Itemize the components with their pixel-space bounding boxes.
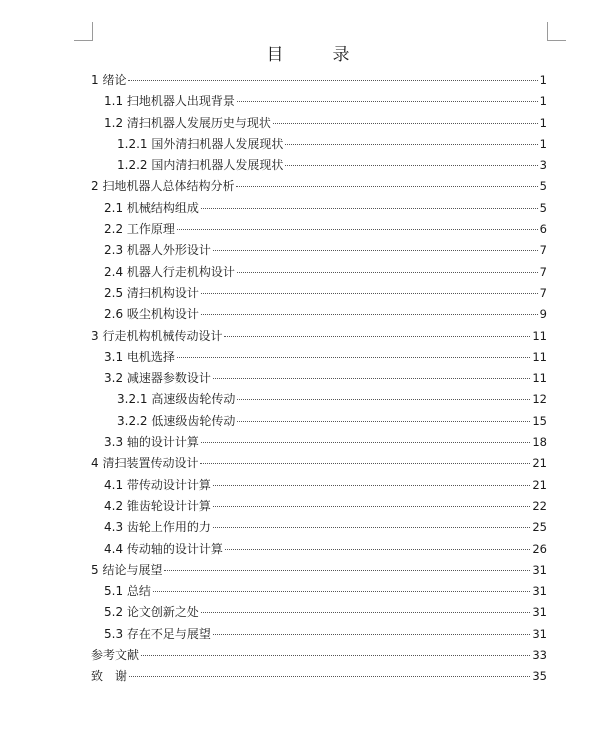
dot-leader	[201, 612, 530, 613]
toc-entry-page-number: 18	[532, 435, 547, 450]
toc-entry-label: 2.2 工作原理	[104, 222, 175, 237]
toc-entry-page-number: 9	[539, 307, 547, 322]
dot-leader	[213, 527, 530, 528]
dot-leader	[285, 144, 537, 145]
dot-leader	[213, 378, 530, 379]
toc-entry-label: 4.1 带传动设计计算	[104, 477, 211, 492]
table-of-contents	[91, 70, 547, 688]
toc-entry-label: 2.4 机器人行走机构设计	[104, 264, 235, 279]
toc-entry[interactable]	[91, 517, 547, 538]
toc-entry[interactable]	[91, 368, 547, 389]
toc-entry-page-number: 26	[532, 541, 547, 556]
toc-entry[interactable]	[91, 666, 547, 687]
toc-entry-page-number: 1	[539, 73, 547, 87]
toc-entry[interactable]	[91, 581, 547, 602]
dot-leader	[201, 208, 538, 209]
toc-entry-page-number: 11	[532, 328, 547, 343]
toc-entry-page-number: 15	[532, 413, 547, 428]
dot-leader	[201, 314, 538, 315]
toc-entry-label: 2.3 机器人外形设计	[104, 243, 211, 258]
dot-leader	[236, 186, 537, 187]
dot-leader	[201, 293, 538, 294]
toc-entry-label: 3.2.1 高速级齿轮传动	[117, 392, 236, 407]
toc-entry[interactable]	[91, 70, 547, 91]
dot-leader	[177, 229, 538, 230]
toc-entry[interactable]	[91, 326, 547, 347]
dot-leader	[141, 655, 530, 656]
toc-entry[interactable]	[91, 453, 547, 474]
toc-entry-page-number: 21	[532, 477, 547, 492]
toc-entry-label: 1.2.1 国外清扫机器人发展现状	[117, 136, 284, 151]
page-corner-mark-top-left	[74, 22, 93, 41]
toc-entry-label: 3 行走机构机械传动设计	[91, 328, 223, 343]
toc-entry-label: 1.1 扫地机器人出现背景	[104, 94, 235, 109]
toc-entry-page-number: 31	[532, 605, 547, 620]
toc-entry-label: 4 清扫装置传动设计	[91, 456, 199, 471]
toc-entry[interactable]	[91, 134, 547, 155]
toc-entry-label: 1.2 清扫机器人发展历史与现状	[104, 115, 271, 130]
toc-entry-label: 3.2.2 低速级齿轮传动	[117, 413, 236, 428]
toc-entry[interactable]	[91, 560, 547, 581]
toc-entry-page-number: 5	[539, 200, 547, 215]
toc-entry-page-number: 6	[539, 222, 547, 237]
toc-entry-page-number: 21	[532, 456, 547, 471]
toc-entry[interactable]	[91, 155, 547, 176]
toc-entry[interactable]	[91, 219, 547, 240]
page-corner-mark-top-right	[547, 22, 566, 41]
toc-entry[interactable]	[91, 262, 547, 283]
toc-entry-label: 5.3 存在不足与展望	[104, 626, 211, 641]
toc-entry[interactable]	[91, 602, 547, 623]
toc-entry-page-number: 31	[532, 562, 547, 577]
toc-entry-page-number: 7	[539, 243, 547, 258]
toc-entry[interactable]	[91, 475, 547, 496]
toc-entry-page-number: 7	[539, 264, 547, 279]
toc-entry-label: 5.1 总结	[104, 584, 151, 599]
toc-entry-page-number: 5	[539, 179, 547, 194]
toc-entry-label: 4.2 锥齿轮设计计算	[104, 498, 211, 513]
dot-leader	[273, 123, 538, 124]
toc-entry-page-number: 31	[532, 584, 547, 599]
toc-entry-label: 3.3 轴的设计计算	[104, 435, 199, 450]
dot-leader	[213, 250, 538, 251]
toc-entry-label: 2.1 机械结构组成	[104, 200, 199, 215]
dot-leader	[164, 570, 530, 571]
toc-entry-page-number: 31	[532, 626, 547, 641]
dot-leader	[129, 676, 530, 677]
toc-entry-label: 3.1 电机选择	[104, 349, 175, 364]
toc-entry-page-number: 7	[539, 285, 547, 300]
dot-leader	[237, 272, 538, 273]
toc-entry[interactable]	[91, 389, 547, 410]
toc-entry-page-number: 35	[532, 669, 547, 684]
toc-entry-label: 3.2 减速器参数设计	[104, 371, 211, 386]
toc-entry-label: 参考文献	[91, 648, 140, 663]
toc-entry[interactable]	[91, 411, 547, 432]
dot-leader	[237, 421, 530, 422]
toc-entry-page-number: 1	[539, 115, 547, 130]
dot-leader	[225, 549, 530, 550]
dot-leader	[224, 336, 530, 337]
dot-leader	[285, 165, 537, 166]
toc-entry-label: 5 结论与展望	[91, 562, 163, 577]
dot-leader	[213, 634, 530, 635]
toc-entry[interactable]	[91, 645, 547, 666]
toc-entry[interactable]	[91, 176, 547, 197]
toc-entry[interactable]	[91, 539, 547, 560]
toc-entry-label: 2.6 吸尘机构设计	[104, 307, 199, 322]
toc-entry-page-number: 25	[532, 520, 547, 535]
toc-entry-page-number: 1	[539, 136, 547, 151]
toc-entry[interactable]	[91, 283, 547, 304]
toc-entry[interactable]	[91, 198, 547, 219]
dot-leader	[237, 101, 538, 102]
toc-entry-page-number: 22	[532, 498, 547, 513]
toc-entry-label: 4.4 传动轴的设计计算	[104, 541, 223, 556]
dot-leader	[237, 399, 530, 400]
toc-entry[interactable]	[91, 624, 547, 645]
dot-leader	[153, 591, 530, 592]
toc-entry[interactable]	[91, 304, 547, 325]
toc-title: 目 录	[266, 45, 366, 65]
toc-entry-label: 4.3 齿轮上作用的力	[104, 520, 211, 535]
toc-entry-label: 5.2 论文创新之处	[104, 605, 199, 620]
dot-leader	[128, 80, 537, 81]
toc-entry[interactable]	[91, 496, 547, 517]
dot-leader	[201, 442, 530, 443]
toc-entry-page-number: 33	[532, 648, 547, 663]
toc-entry[interactable]	[91, 240, 547, 261]
toc-entry-label: 1.2.2 国内清扫机器人发展现状	[117, 158, 284, 173]
toc-entry[interactable]	[91, 432, 547, 453]
toc-entry-label: 1 绪论	[91, 73, 127, 87]
toc-entry-label: 致 谢	[91, 669, 128, 684]
toc-entry-label: 2 扫地机器人总体结构分析	[91, 179, 235, 194]
toc-entry[interactable]	[91, 113, 547, 134]
toc-entry-page-number: 1	[539, 94, 547, 109]
toc-entry-page-number: 11	[532, 349, 547, 364]
toc-entry[interactable]	[91, 347, 547, 368]
toc-entry[interactable]	[91, 91, 547, 112]
toc-entry-page-number: 12	[532, 392, 547, 407]
toc-entry-page-number: 3	[539, 158, 547, 173]
dot-leader	[200, 463, 530, 464]
toc-entry-label: 2.5 清扫机构设计	[104, 285, 199, 300]
dot-leader	[213, 506, 530, 507]
toc-entry-page-number: 11	[532, 371, 547, 386]
dot-leader	[213, 485, 530, 486]
dot-leader	[177, 357, 530, 358]
